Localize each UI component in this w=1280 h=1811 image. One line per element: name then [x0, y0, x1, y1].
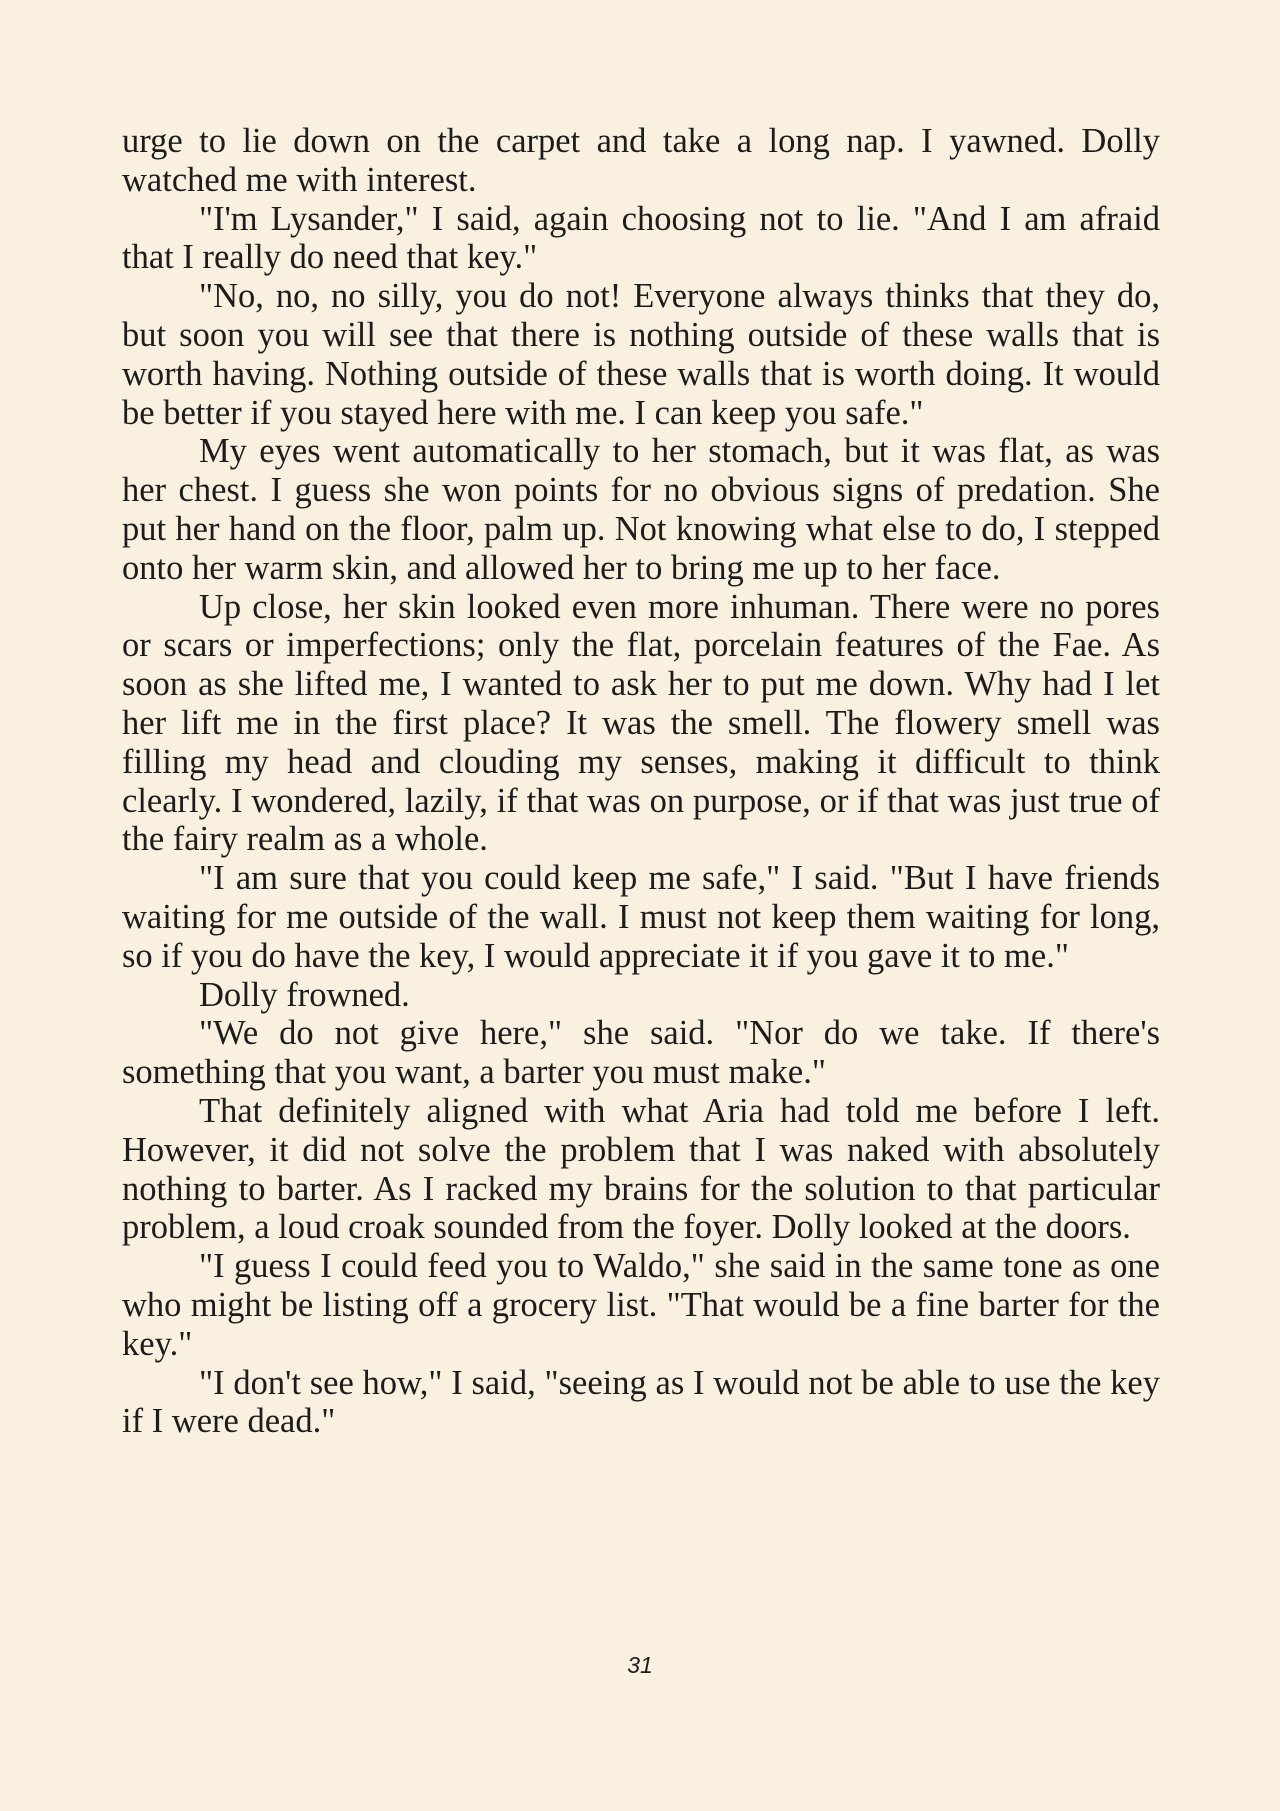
- paragraph: "I am sure that you could keep me safe," I said. "But I have friends waiting for me outside of the wall. I must not keep them waiting for long, so if you do have the key, I would appreciate it if you gave it to me.": [122, 859, 1160, 975]
- paragraph: "I guess I could feed you to Waldo," she said in the same tone as one who might be listing off a grocery list. "That would be a fine barter for the key.": [122, 1247, 1160, 1363]
- body-text: [122, 122, 1160, 1441]
- paragraph: Up close, her skin looked even more inhuman. There were no pores or scars or imperfections; only the flat, porcelain features of the Fae. As soon as she lifted me, I wanted to ask her to put me down. Why had I let her lift me in the first place? It was the smell. The flowery smell was filling my head and clouding my senses, making it difficult to think clearly. I wondered, lazily, if that was on purpose, or if that was just true of the fairy realm as a whole.: [122, 587, 1160, 859]
- page-number: 31: [627, 1652, 653, 1678]
- paragraph: My eyes went automatically to her stomach, but it was flat, as was her chest. I guess she won points for no obvious signs of predation. She put her hand on the floor, palm up. Not knowing what else to do, I stepped onto her warm skin, and allowed her to bring me up to her face.: [122, 432, 1160, 587]
- paragraph: urge to lie down on the carpet and take a long nap. I yawned. Dolly watched me with interest.: [122, 122, 1160, 199]
- paragraph: "I don't see how," I said, "seeing as I would not be able to use the key if I were dead.": [122, 1363, 1160, 1441]
- paragraph: "We do not give here," she said. "Nor do we take. If there's something that you want, a barter you must make.": [122, 1014, 1160, 1092]
- paragraph: Dolly frowned.: [199, 975, 410, 1014]
- paragraph: "No, no, no silly, you do not! Everyone always thinks that they do, but soon you will see that there is nothing outside of these walls that is worth having. Nothing outside of these walls that is worth doing. It would be better if you stayed here with me. I can keep you safe.": [122, 277, 1160, 432]
- paragraph: That definitely aligned with what Aria had told me before I left. However, it did not solve the problem that I was naked with absolutely nothing to barter. As I racked my brains for the solution to that particular problem, a loud croak sounded from the foyer. Dolly looked at the doors.: [122, 1091, 1160, 1247]
- paragraph: "I'm Lysander," I said, again choosing not to lie. "And I am afraid that I really do need that key.": [122, 199, 1160, 277]
